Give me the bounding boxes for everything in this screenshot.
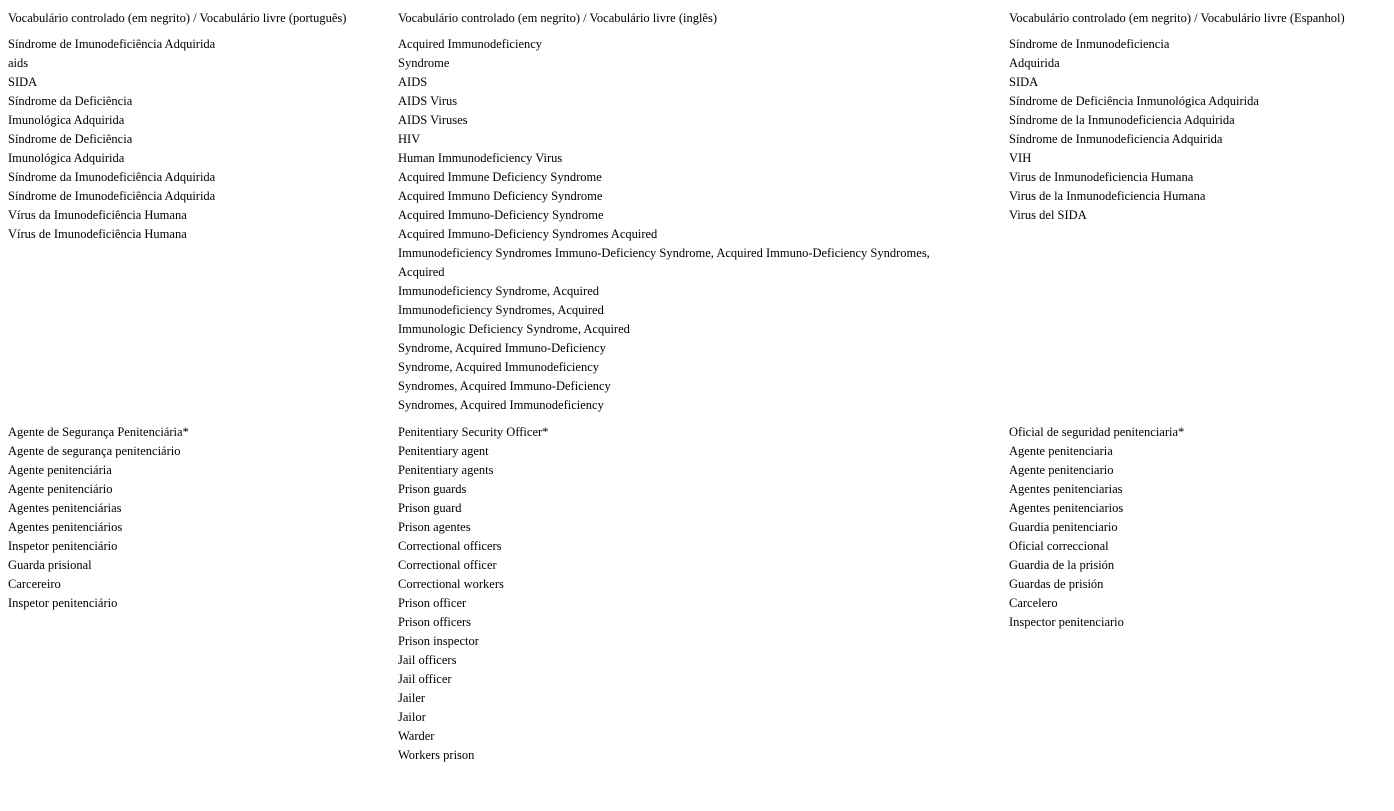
term-spanish: Oficial de seguridad penitenciaria* — [1009, 425, 1185, 439]
term-portuguese: Carcereiro — [8, 577, 61, 591]
term-english: Correctional officers — [398, 539, 502, 553]
term-spanish: Síndrome de Inmunodeficiencia Adquirida — [1009, 132, 1223, 146]
term-portuguese: Agente de segurança penitenciário — [8, 444, 181, 458]
term-english: Penitentiary agents — [398, 463, 494, 477]
term-spanish: Guardia penitenciario — [1009, 520, 1118, 534]
term-portuguese: Imunológica Adquirida — [8, 113, 125, 127]
term-english: Workers prison — [398, 748, 475, 762]
term-spanish: Adquirida — [1009, 56, 1060, 70]
term-spanish: VIH — [1009, 151, 1032, 165]
table-row — [6, 35, 1390, 423]
term-portuguese: Agentes penitenciários — [8, 520, 123, 534]
term-cell-english — [396, 35, 1007, 423]
term-portuguese: Síndrome da Deficiência — [8, 94, 133, 108]
term-english: Immunologic Deficiency Syndrome, Acquired — [398, 322, 630, 336]
term-english: Jailor — [398, 710, 426, 724]
term-portuguese: Guarda prisional — [8, 558, 92, 572]
term-spanish: Virus del SIDA — [1009, 208, 1087, 222]
term-english: Prison guard — [398, 501, 462, 515]
term-portuguese: Síndrome de Imunodeficiência Adquirida — [8, 189, 216, 203]
term-spanish: Carcelero — [1009, 596, 1058, 610]
term-cell-spanish — [1007, 423, 1390, 773]
term-english: HIV — [398, 132, 421, 146]
term-english: Syndromes, Acquired Immunodeficiency — [398, 398, 604, 412]
term-cell-spanish — [1007, 35, 1390, 423]
term-spanish: Guardia de la prisión — [1009, 558, 1115, 572]
term-english: Acquired — [398, 265, 445, 279]
term-portuguese: Imunológica Adquirida — [8, 151, 125, 165]
term-english: Prison agentes — [398, 520, 471, 534]
term-english: Immunodeficiency Syndromes Immuno-Deficiency Syndrome, Acquired Immuno-Deficiency Syndromes, — [398, 246, 930, 260]
header-english: Vocabulário controlado (em negrito) / Vocabulário livre (inglês) — [398, 11, 718, 25]
term-english: Jailer — [398, 691, 426, 705]
term-english: Prison officer — [398, 596, 467, 610]
term-english: Syndromes, Acquired Immuno-Deficiency — [398, 379, 611, 393]
term-english: Acquired Immune Deficiency Syndrome — [398, 170, 602, 184]
vocabulary-table — [6, 8, 1390, 773]
term-spanish: SIDA — [1009, 75, 1039, 89]
term-english: Prison inspector — [398, 634, 479, 648]
header-spanish: Vocabulário controlado (em negrito) / Vocabulário livre (Espanhol) — [1009, 11, 1345, 25]
term-portuguese: Síndrome de Imunodeficiência Adquirida — [8, 37, 216, 51]
term-cell-english — [396, 423, 1007, 773]
term-portuguese: Agente penitenciário — [8, 482, 113, 496]
term-cell-portuguese — [6, 423, 396, 773]
term-english: Prison guards — [398, 482, 467, 496]
term-spanish: Agente penitenciario — [1009, 463, 1114, 477]
term-english: Immunodeficiency Syndromes, Acquired — [398, 303, 604, 317]
term-portuguese: Inspetor penitenciário — [8, 596, 118, 610]
term-english: Correctional workers — [398, 577, 504, 591]
term-english: Acquired Immuno Deficiency Syndrome — [398, 189, 603, 203]
term-english: Immunodeficiency Syndrome, Acquired — [398, 284, 599, 298]
term-portuguese: Agentes penitenciárias — [8, 501, 122, 515]
term-spanish: Inspector penitenciario — [1009, 615, 1124, 629]
header-portuguese: Vocabulário controlado (em negrito) / Vocabulário livre (português) — [8, 11, 347, 25]
term-english: Acquired Immuno-Deficiency Syndrome — [398, 208, 604, 222]
term-english: Warder — [398, 729, 435, 743]
term-portuguese: Síndrome de Deficiência — [8, 132, 133, 146]
term-spanish: Virus de Inmunodeficiencia Humana — [1009, 170, 1194, 184]
term-english: Acquired Immunodeficiency — [398, 37, 543, 51]
term-english: Syndrome — [398, 56, 450, 70]
term-spanish: Virus de la Inmunodeficiencia Humana — [1009, 189, 1206, 203]
term-portuguese: Agente penitenciária — [8, 463, 112, 477]
term-english: Penitentiary Security Officer* — [398, 425, 549, 439]
term-spanish: Agentes penitenciarios — [1009, 501, 1124, 515]
term-english: Syndrome, Acquired Immunodeficiency — [398, 360, 599, 374]
term-english: AIDS — [398, 75, 428, 89]
term-portuguese: Inspetor penitenciário — [8, 539, 118, 553]
term-english: Acquired Immuno-Deficiency Syndromes Acquired — [398, 227, 658, 241]
term-english: Human Immunodeficiency Virus — [398, 151, 563, 165]
term-portuguese: aids — [8, 56, 29, 70]
term-english: Prison officers — [398, 615, 472, 629]
term-english: Correctional officer — [398, 558, 497, 572]
term-spanish: Oficial correccional — [1009, 539, 1109, 553]
term-portuguese: Agente de Segurança Penitenciária* — [8, 425, 189, 439]
term-english: AIDS Virus — [398, 94, 458, 108]
term-english: Jail officer — [398, 672, 452, 686]
term-english: Jail officers — [398, 653, 457, 667]
table-row — [6, 423, 1390, 773]
term-portuguese: Vírus da Imunodeficiência Humana — [8, 208, 187, 222]
term-portuguese: Síndrome da Imunodeficiência Adquirida — [8, 170, 216, 184]
term-spanish: Síndrome de la Inmunodeficiencia Adquirida — [1009, 113, 1235, 127]
term-spanish: Guardas de prisión — [1009, 577, 1104, 591]
term-spanish: Agente penitenciaria — [1009, 444, 1113, 458]
term-cell-portuguese — [6, 35, 396, 423]
term-portuguese: Vírus de Imunodeficiência Humana — [8, 227, 187, 241]
term-spanish: Síndrome de Deficiência Inmunológica Adquirida — [1009, 94, 1259, 108]
term-spanish: Agentes penitenciarias — [1009, 482, 1123, 496]
header-row — [6, 8, 1390, 35]
term-spanish: Síndrome de Inmunodeficiencia — [1009, 37, 1170, 51]
term-english: Penitentiary agent — [398, 444, 489, 458]
term-english: Syndrome, Acquired Immuno-Deficiency — [398, 341, 606, 355]
term-english: AIDS Viruses — [398, 113, 468, 127]
term-portuguese: SIDA — [8, 75, 38, 89]
